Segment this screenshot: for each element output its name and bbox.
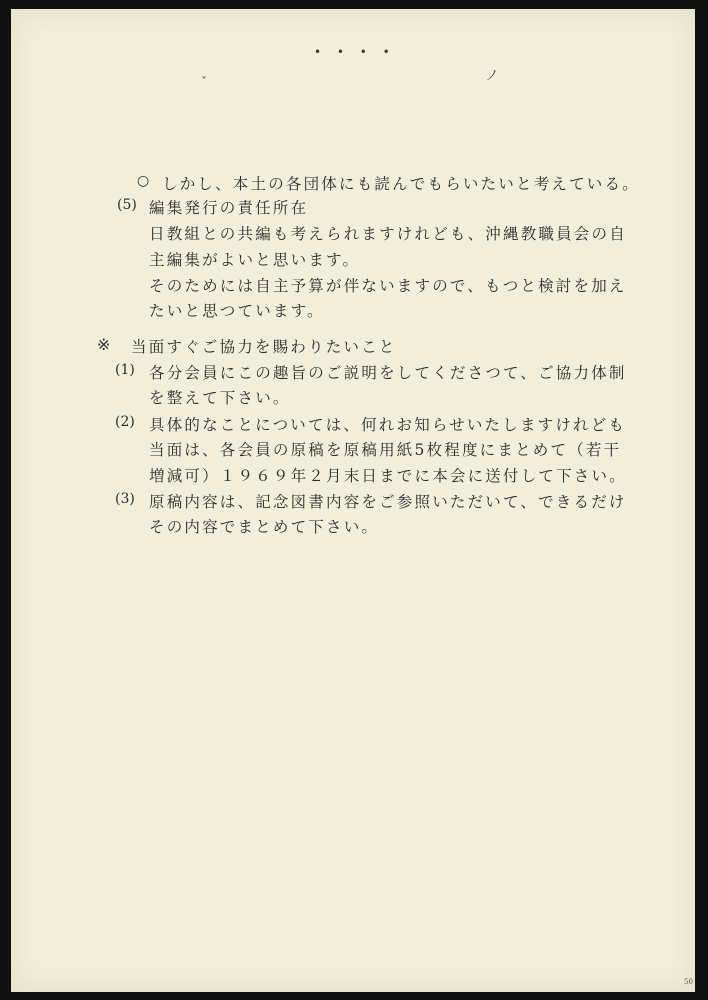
document-page bbox=[11, 9, 695, 992]
tick-mark: ˇ bbox=[201, 75, 207, 89]
item-bullet-marker: ○ bbox=[137, 173, 150, 189]
item-number-5: (5) bbox=[117, 197, 137, 213]
reference-mark: ※ bbox=[97, 335, 111, 354]
text-line: 当面は、各会員の原稿を原稿用紙5枚程度にまとめて（若干 bbox=[149, 441, 622, 459]
corner-mark: ノ bbox=[485, 68, 499, 84]
item-number-3: (3) bbox=[115, 491, 135, 507]
text-line: を整えて下さい。 bbox=[149, 389, 291, 407]
text-line: 主編集がよいと思います。 bbox=[149, 251, 361, 269]
text-line: たいと思つています。 bbox=[149, 302, 325, 320]
item-number-1: (1) bbox=[115, 362, 135, 378]
text-line: 各分会員にこの趣旨のご説明をしてくださつて、ご協力体制 bbox=[149, 364, 627, 382]
text-line: 増減可）１９６９年２月末日までに本会に送付して下さい。 bbox=[149, 467, 627, 485]
text-line: 日教組との共編も考えられますけれども、沖縄教職員会の自 bbox=[149, 225, 627, 243]
page-number: 50 bbox=[684, 978, 693, 986]
item-number-2: (2) bbox=[115, 414, 135, 430]
text-line: 編集発行の責任所在 bbox=[149, 199, 309, 217]
top-marks: • • • • bbox=[314, 45, 396, 59]
text-line: 原稿内容は、記念図書内容をご参照いただいて、できるだけ bbox=[149, 493, 627, 511]
text-line: 具体的なことについては、何れお知らせいたしますけれども bbox=[149, 416, 627, 434]
section-heading: 当面すぐご協力を賜わりたいこと bbox=[131, 338, 397, 356]
text-line: その内容でまとめて下さい。 bbox=[149, 518, 380, 536]
text-line: しかし、本土の各団体にも読んでもらいたいと考えている。 bbox=[162, 175, 640, 193]
text-line: そのためには自主予算が伴ないますので、もつと検討を加え bbox=[149, 277, 627, 295]
